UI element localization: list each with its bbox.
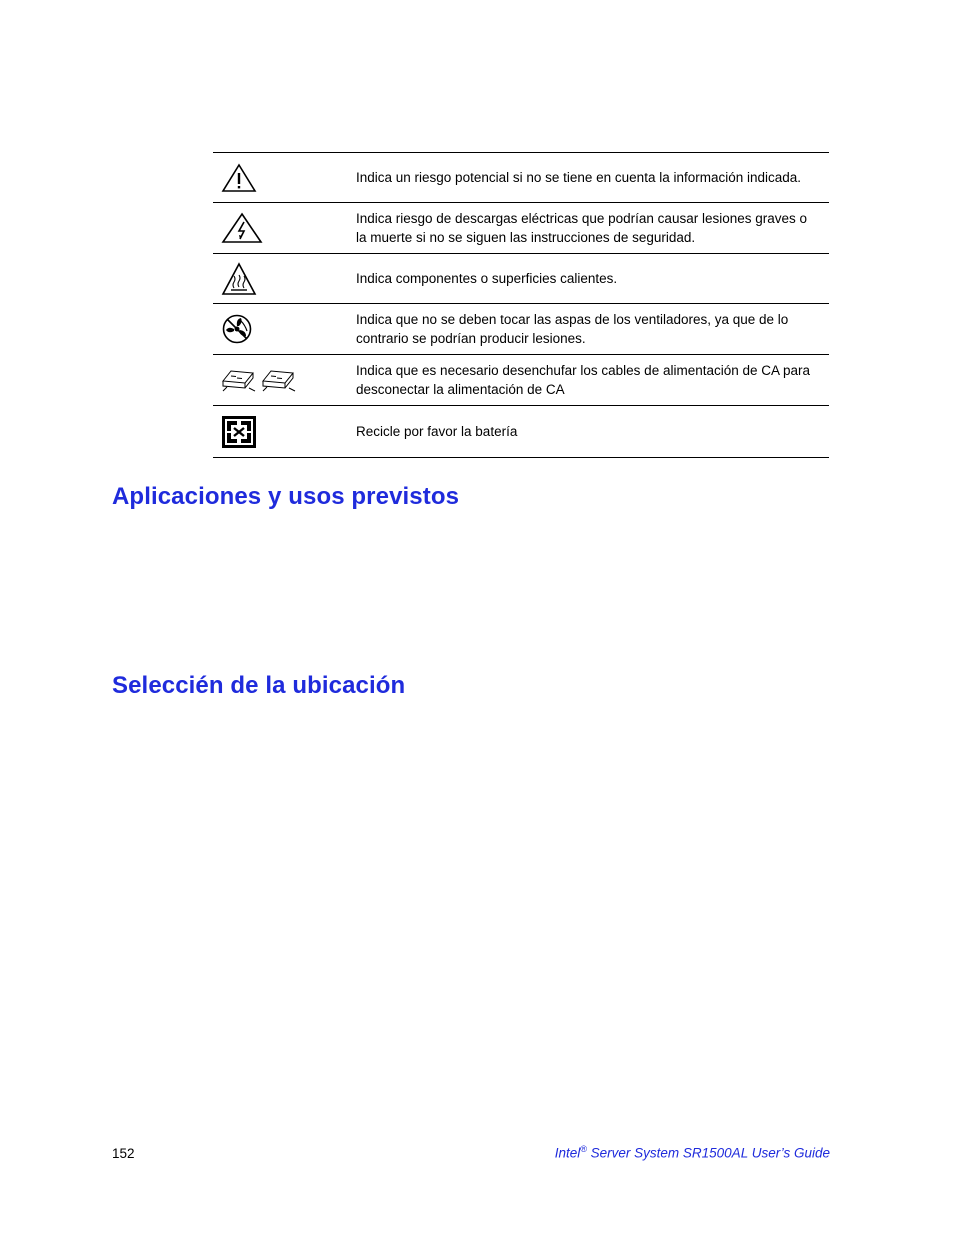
unplug-power-icon (221, 367, 305, 393)
footer-brand: Intel (554, 1145, 581, 1161)
electric-shock-icon (221, 212, 263, 244)
symbol-description: Indica riesgo de descargas eléctricas que podrían causar lesiones graves o la muerte si no se siguen las instrucciones de seguridad. (356, 210, 808, 245)
symbol-row (213, 355, 829, 406)
symbol-description: Indica que es necesario desenchufar los cables de alimentación de CA para desconectar la alimentación de CA (356, 362, 811, 397)
symbol-description: Indica un riesgo potencial si no se tiene en cuenta la información indicada. (356, 169, 802, 185)
safety-symbols-table (213, 152, 829, 458)
section-heading-location: Seleccién de la ubicación (112, 672, 406, 699)
symbol-description: Recicle por favor la batería (356, 423, 518, 439)
section-heading-applications: Aplicaciones y usos previstos (112, 483, 460, 510)
battery-recycle-icon (221, 415, 257, 449)
symbol-row (213, 304, 829, 355)
footer-guide-name: Server System SR1500AL User’s Guide (586, 1145, 830, 1161)
warning-triangle-icon (221, 163, 257, 193)
symbol-row (213, 153, 829, 203)
footer-guide-title (555, 1144, 830, 1161)
symbol-row (213, 406, 829, 458)
page-number: 152 (112, 1146, 135, 1161)
registered-mark: ® (580, 1144, 587, 1154)
symbol-row (213, 203, 829, 254)
symbol-description: Indica que no se deben tocar las aspas de los ventiladores, ya que de lo contrario se podrían producir lesiones. (356, 311, 789, 346)
hot-surface-icon (221, 262, 257, 296)
symbol-description: Indica componentes o superficies calientes. (356, 270, 618, 286)
symbol-row (213, 254, 829, 304)
fan-blade-icon (221, 313, 253, 345)
